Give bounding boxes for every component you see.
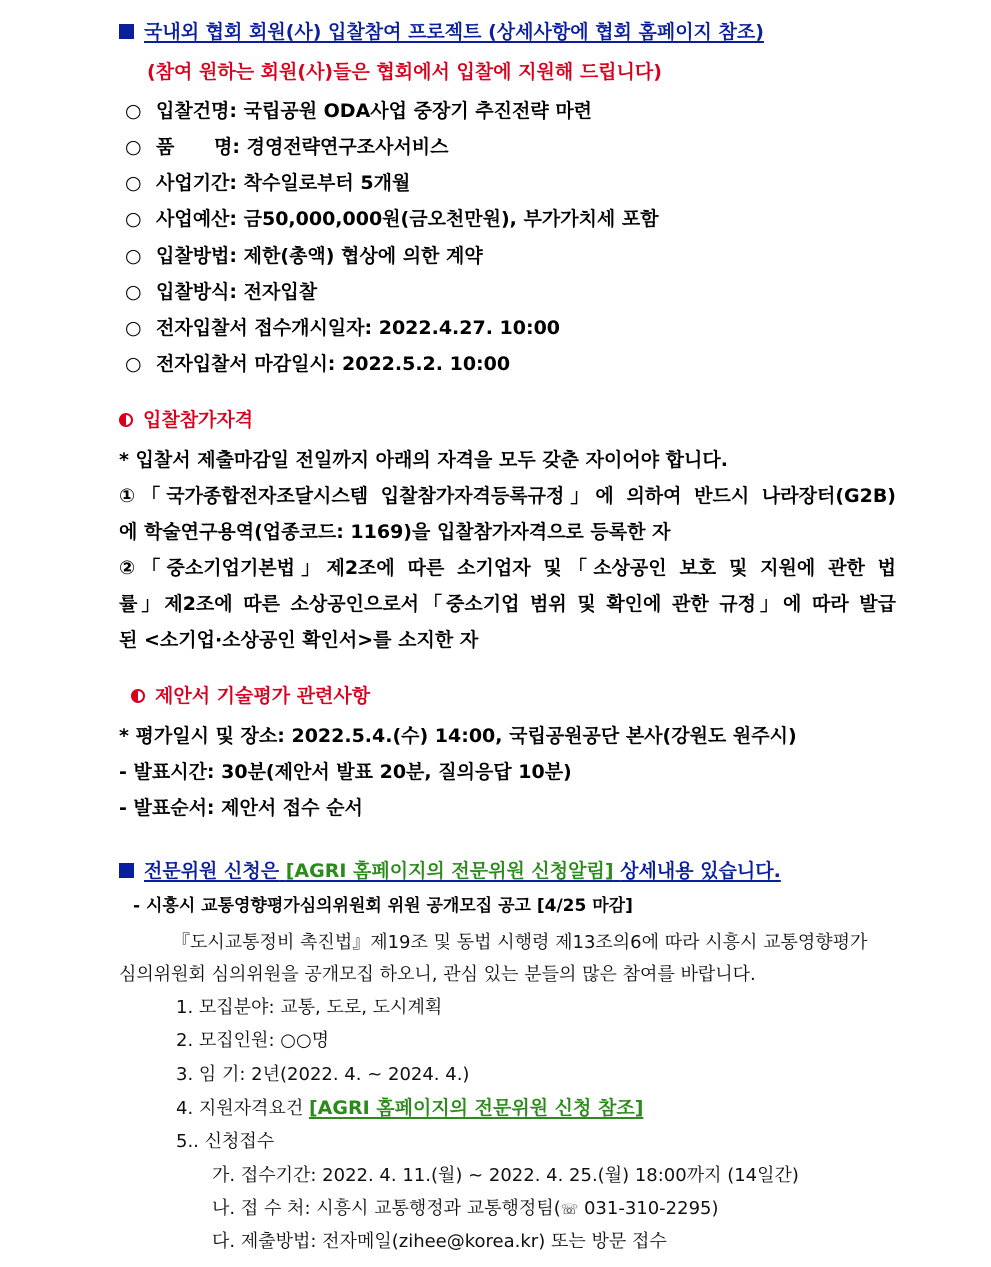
notice-title: - 시흥시 교통영향평가심의위원회 위원 공개모집 공고 [4/25 마감] bbox=[133, 896, 633, 916]
notice-list-item: 1. 모집분야: 교통, 도로, 도시계획 bbox=[176, 997, 443, 1018]
circle-bullet-icon: ○ bbox=[125, 245, 142, 267]
bid-item: ○ 전자입찰서 접수개시일자: 2022.4.27. 10:00 bbox=[125, 317, 561, 339]
square-bullet-icon bbox=[119, 24, 134, 39]
qualification-line: ①「국가종합전자조달시스템 입찰참가자격등록규정」에 의하여 반드시 나라장터(G2B) bbox=[119, 485, 896, 507]
agri-expert-link[interactable]: [AGRI 홈페이지의 전문위원 신청알림] bbox=[285, 860, 614, 882]
notice-list-item: 4. 지원자격요건 [AGRI 홈페이지의 전문위원 신청 참조] bbox=[176, 1097, 644, 1119]
evaluation-line: - 발표순서: 제안서 접수 순서 bbox=[119, 797, 363, 819]
evaluation-line: - 발표시간: 30분(제안서 발표 20분, 질의응답 10분) bbox=[119, 761, 572, 783]
notice-sub-item: 나. 접 수 처: 시흥시 교통행정과 교통행정팀(☏ 031-310-2295) bbox=[212, 1198, 719, 1219]
half-circle-icon bbox=[131, 689, 145, 703]
qualification-line: 에 학술연구용역(업종코드: 1169)을 입찰참가자격으로 등록한 자 bbox=[119, 521, 671, 543]
notice-sub-item: 가. 접수기간: 2022. 4. 11.(월) ~ 2022. 4. 25.(월) 18:00까지 (14일간) bbox=[212, 1165, 799, 1186]
bid-item: ○ 사업예산: 금50,000,000원(금오천만원), 부가가치세 포함 bbox=[125, 208, 659, 230]
section1-title: 국내외 협회 회원(사) 입찰참여 프로젝트 (상세사항에 협회 홈페이지 참조) bbox=[119, 19, 764, 45]
notice-intro: 심의위원회 심의위원을 공개모집 하오니, 관심 있는 분들의 많은 참여를 바랍니다. bbox=[119, 964, 756, 985]
circle-bullet-icon: ○ bbox=[125, 281, 142, 303]
evaluation-heading: 제안서 기술평가 관련사항 bbox=[131, 683, 370, 709]
bid-item: ○ 입찰방식: 전자입찰 bbox=[125, 281, 318, 303]
bid-item: ○ 입찰방법: 제한(총액) 협상에 의한 계약 bbox=[125, 245, 483, 267]
circle-bullet-icon: ○ bbox=[125, 172, 142, 194]
notice-sub-item: 다. 제출방법: 전자메일(zihee@korea.kr) 또는 방문 접수 bbox=[212, 1231, 667, 1252]
agri-expert-apply-link[interactable]: [AGRI 홈페이지의 전문위원 신청 참조] bbox=[308, 1097, 644, 1119]
qualification-line: 률」제2조에 따른 소상공인으로서「중소기업 범위 및 확인에 관한 규정」에 따라 발급 bbox=[119, 593, 896, 615]
section2-title: 전문위원 신청은 [AGRI 홈페이지의 전문위원 신청알림] 상세내용 있습니다. bbox=[119, 858, 781, 884]
evaluation-line: * 평가일시 및 장소: 2022.5.4.(수) 14:00, 국립공원공단 본사(강원도 원주시) bbox=[119, 725, 797, 747]
notice-list-item: 2. 모집인원: ○○명 bbox=[176, 1030, 330, 1051]
bid-item: ○ 품 명: 경영전략연구조사서비스 bbox=[125, 136, 449, 158]
half-circle-icon bbox=[119, 413, 133, 427]
circle-bullet-icon: ○ bbox=[125, 208, 142, 230]
bid-item: ○ 전자입찰서 마감일시: 2022.5.2. 10:00 bbox=[125, 353, 511, 375]
notice-intro: 『도시교통정비 촉진법』제19조 및 동법 시행령 제13조의6에 따라 시흥시 교통영향평가 bbox=[172, 932, 868, 953]
square-bullet-icon bbox=[119, 863, 134, 878]
bid-item: ○ 사업기간: 착수일로부터 5개월 bbox=[125, 172, 411, 194]
bid-item: ○ 입찰건명: 국립공원 ODA사업 중장기 추진전략 마련 bbox=[125, 100, 593, 122]
notice-list-item: 5.. 신청접수 bbox=[176, 1131, 275, 1152]
circle-bullet-icon: ○ bbox=[125, 353, 142, 375]
qualification-line: ②「중소기업기본법」제2조에 따른 소기업자 및「소상공인 보호 및 지원에 관한 법 bbox=[119, 557, 896, 579]
phone-icon: ☏ bbox=[560, 1202, 579, 1218]
circle-bullet-icon: ○ bbox=[125, 317, 142, 339]
qualification-line: 된 <소기업·소상공인 확인서>를 소지한 자 bbox=[119, 629, 479, 651]
section1-subtitle: (참여 원하는 회원(사)들은 협회에서 입찰에 지원해 드립니다) bbox=[147, 61, 662, 83]
notice-list-item: 3. 임 기: 2년(2022. 4. ~ 2024. 4.) bbox=[176, 1064, 470, 1085]
qualification-heading: 입찰참가자격 bbox=[119, 407, 253, 433]
qualification-line: * 입찰서 제출마감일 전일까지 아래의 자격을 모두 갖춘 자이어야 합니다. bbox=[119, 449, 728, 471]
circle-bullet-icon: ○ bbox=[125, 136, 142, 158]
circle-bullet-icon: ○ bbox=[125, 100, 142, 122]
